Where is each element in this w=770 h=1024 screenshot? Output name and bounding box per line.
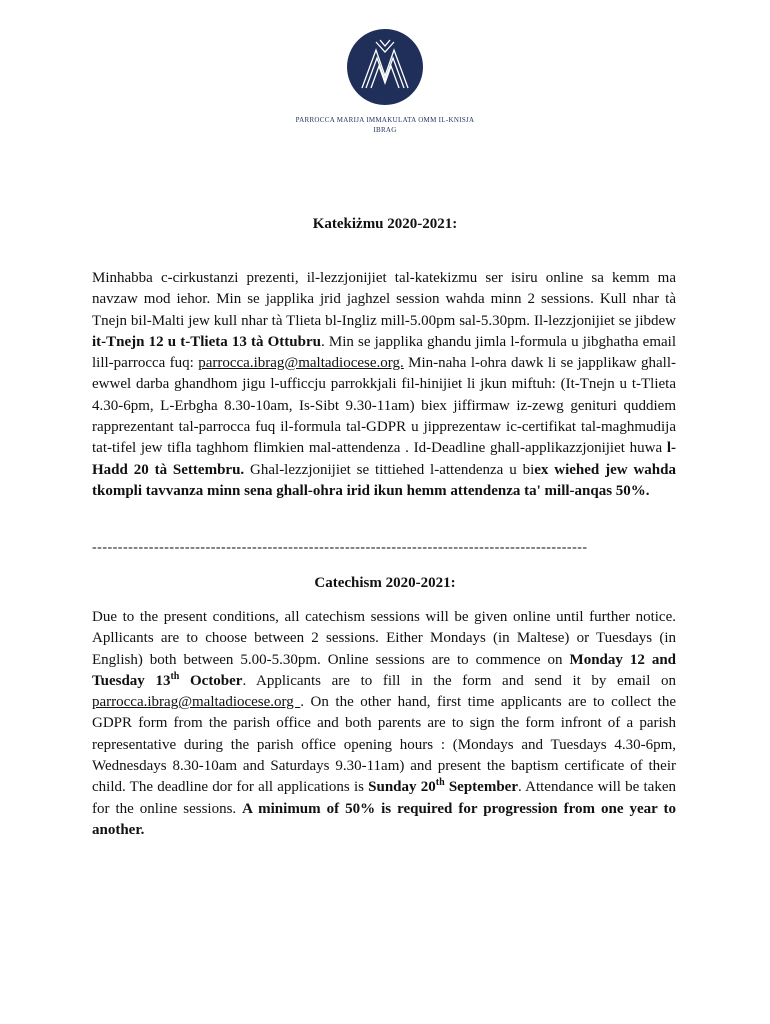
maltese-start-dates: it-Tnejn 12 u t-Tlieta 13 tà Ottubru — [92, 333, 321, 350]
maltese-title: Katekiżmu 2020-2021: — [312, 216, 458, 232]
maltese-paragraph: Minhabba c-cirkustanzi prezenti, il-lezzjonijiet tal-katekizmu ser isiru online sa kemm ma navzaw mod iehor. Min se japplika jrid jaghzel session wahda minn 2 sessions. Kull nhar tà Tnejn bil-Malti jew kull nhar tà Tlieta bl-Ingliz mill-5.00pm sal-5.30pm. Il-lezzjonijiet se jibdew it-Tnejn 12 u t-Tlieta 13 tà Ottubru. Min se japplika ghandu jimla l-formula u jibghatha email lill-parrocca fuq: parrocca.ibrag@maltadiocese.org. Min-naha l-ohra dawk li se japplikaw ghall-ewwel darba ghandhom jigu l-ufficcju parrokkjali fil-hinijiet li jkun miftuh: (It-Tnejn u t-Tlieta 4.30-6pm, L-Erbgha 8.30-10am, Is-Sibt 9.30-11am) biex jiffirmaw iz-zewg genituri quddiem rapprezentant tal-parrocca fuq il-formula tal-GDPR u jipprezentaw ic-certifikat tal-maghmudija tat-tifel jew tifla taghhom flimkien mal-attendenza . Id-Deadline ghall-applikazzjonijiet huwa l-Hadd 20 tà Settembru. Ghal-lezzjonijiet se tittiehed l-attendenza u biex wiehed jew wahda tkompli tavvanza minn sena ghall-ohra irid ikun hemm attendenza ta' mill-anqas 50%. — [92, 270, 677, 499]
parish-name-line2: IBRAG — [373, 126, 397, 134]
parish-name-line1: PARROCCA MARIJA IMMAKULATA OMM IL-KNISJA — [295, 116, 475, 124]
english-deadline: Sunday 20th September — [368, 777, 518, 796]
english-email-link[interactable]: parrocca.ibrag@maltadiocese.org — [92, 694, 301, 711]
english-paragraph: Due to the present conditions, all catechism sessions will be given online until further notice. Apllicants are to choose between 2 sessions. Either Mondays (in Maltese) or Tuesdays (in English) both between 5.00-5.30pm. Online sessions are to commence on Monday 12 and Tuesday 13th October. Applicants are to fill in the form and send it by email on parrocca.ibrag@maltadiocese.org . On the other hand, first time applicants are to collect the GDPR form from the parish office and both parents are to sign the form infront of a parish representative during the parish office opening hours : (Mondays and Tuesdays 4.30-6pm, Wednesdays 8.30-10am and Saturdays 9.30-11am) and present the baptism certificate of their child. The deadline dor for all applications is Sunday 20th September. Attendance will be taken for the online sessions. A minimum of 50% is required for progression from one year to another. — [92, 609, 677, 838]
english-attendance-requirement: A minimum of 50% is required for progression from one year to another. — [92, 800, 676, 838]
maltese-email-link[interactable]: parrocca.ibrag@maltadiocese.org. — [198, 355, 404, 372]
english-title: Catechism 2020-2021: — [314, 575, 456, 591]
parish-logo-icon — [346, 28, 424, 106]
maltese-attendance-requirement: ex wiehed jew wahda tkompli tavvanza minn sena ghall-ohra irid ikun hemm attendenza ta' mill-anqas 50%. — [92, 461, 676, 499]
english-start-dates: Monday 12 and Tuesday 13th October — [92, 651, 676, 689]
maltese-deadline: l-Hadd 20 tà Settembru. — [92, 440, 676, 478]
section-divider: ------------------------------------------------------------------------------------------------ — [92, 540, 588, 555]
